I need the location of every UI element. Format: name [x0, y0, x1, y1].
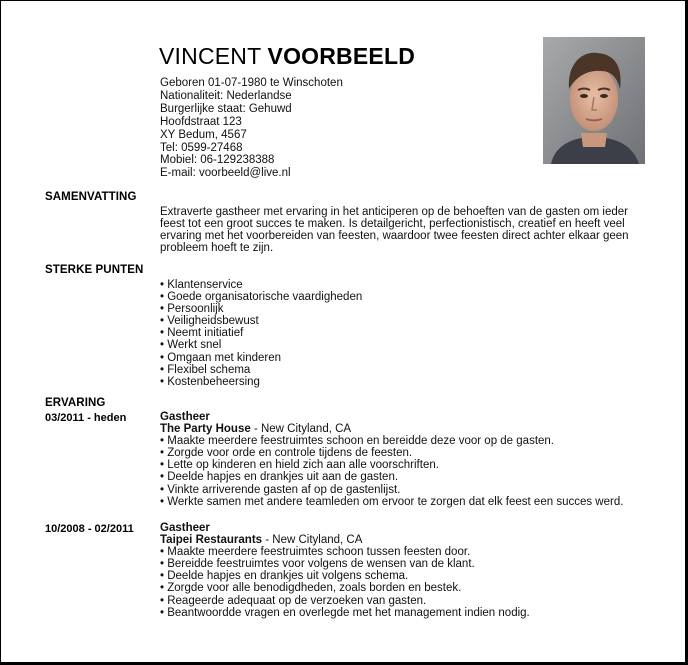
list-item: • Persoonlijk [160, 303, 362, 315]
job-period: 10/2008 - 02/2011 [45, 523, 134, 535]
list-item: • Flexibel schema [160, 364, 362, 376]
job-role: Gastheer [160, 522, 210, 534]
job-duties [160, 546, 632, 619]
job-duties [160, 435, 632, 508]
job-entry [160, 411, 632, 508]
strengths-list [160, 279, 362, 388]
list-item: • Reageerde adequaat op de verzoeken van gasten. [160, 595, 632, 607]
portrait-image [543, 37, 645, 164]
nationality: Nationaliteit: Nederlandse [160, 89, 292, 102]
list-item: • Omgaan met kinderen [160, 352, 362, 364]
postal-city: XY Bedum, 4567 [160, 128, 247, 141]
list-item: • Kostenbeheersing [160, 376, 362, 388]
list-item: • Vinkte arriverende gasten af op de gastenlijst. [160, 484, 632, 496]
phone: Tel: 0599-27468 [160, 141, 243, 154]
employer-name: Taipei Restaurants [160, 534, 263, 547]
list-item: • Neemt initiatief [160, 327, 362, 339]
list-item: • Veiligheidsbewust [160, 315, 362, 327]
marital-status: Burgerlijke staat: Gehuwd [160, 102, 292, 115]
contact-details [160, 77, 343, 180]
strengths-heading: STERKE PUNTEN [45, 264, 144, 276]
summary-text: Extraverte gastheer met ervaring in het anticiperen op de behoeften van de gasten om ieder feest tot een groot succes te maken. Is detailgericht, perfectionistisch, creatief en heeft veel ervaring met het voorbereiden van feesten, waardoor twee feesten direct achter elkaar geen probleem hoeft te zijn. [160, 206, 629, 255]
list-item: • Beantwoordde vragen en overlegde met het management indien nodig. [160, 607, 632, 619]
list-item: • Maakte meerdere feestruimtes schoon tussen feesten door. [160, 546, 632, 558]
list-item: • Bereidde feestruimtes voor volgens de wensen van de klant. [160, 558, 632, 570]
mobile: Mobiel: 06-129238388 [160, 154, 275, 167]
list-item: • Werkt snel [160, 339, 362, 351]
list-item: • Deelde hapjes en drankjes uit aan de gasten. [160, 471, 632, 483]
experience-heading: ERVARING [45, 397, 106, 409]
list-item: • Goede organisatorische vaardigheden [160, 291, 362, 303]
list-item: • Zorgde voor alle benodigdheden, zoals borden en bestek. [160, 582, 632, 594]
employer-location: - New Cityland, CA [262, 534, 363, 547]
birth-info: Geboren 01-07-1980 te Winschoten [160, 77, 343, 89]
last-name: VOORBEELD [267, 43, 416, 69]
profile-photo [543, 37, 645, 164]
list-item: • Deelde hapjes en drankjes uit volgens schema. [160, 570, 632, 582]
candidate-name [159, 43, 415, 69]
street-address: Hoofdstraat 123 [160, 115, 242, 128]
employer-name: The Party House [160, 423, 251, 436]
list-item: • Zorgde voor orde en controle tijdens de feesten. [160, 447, 632, 459]
job-entry [160, 522, 632, 619]
employer-location: - New Cityland, CA [250, 423, 352, 436]
list-item: • Maakte meerdere feestruimtes schoon en bereidde deze voor op de gasten. [160, 435, 632, 447]
job-employer-line [160, 534, 632, 546]
list-item: • Lette op kinderen en hield zich aan alle voorschriften. [160, 459, 632, 471]
job-role: Gastheer [160, 411, 210, 423]
summary-heading: SAMENVATTING [45, 191, 137, 203]
list-item: • Klantenservice [160, 279, 362, 291]
job-period: 03/2011 - heden [45, 412, 127, 424]
first-name: VINCENT [159, 43, 261, 69]
email: E-mail: voorbeeld@live.nl [160, 167, 291, 180]
list-item: • Werkte samen met andere teamleden om ervoor te zorgen dat elk feest een succes werd. [160, 496, 632, 508]
job-employer-line [160, 423, 632, 435]
